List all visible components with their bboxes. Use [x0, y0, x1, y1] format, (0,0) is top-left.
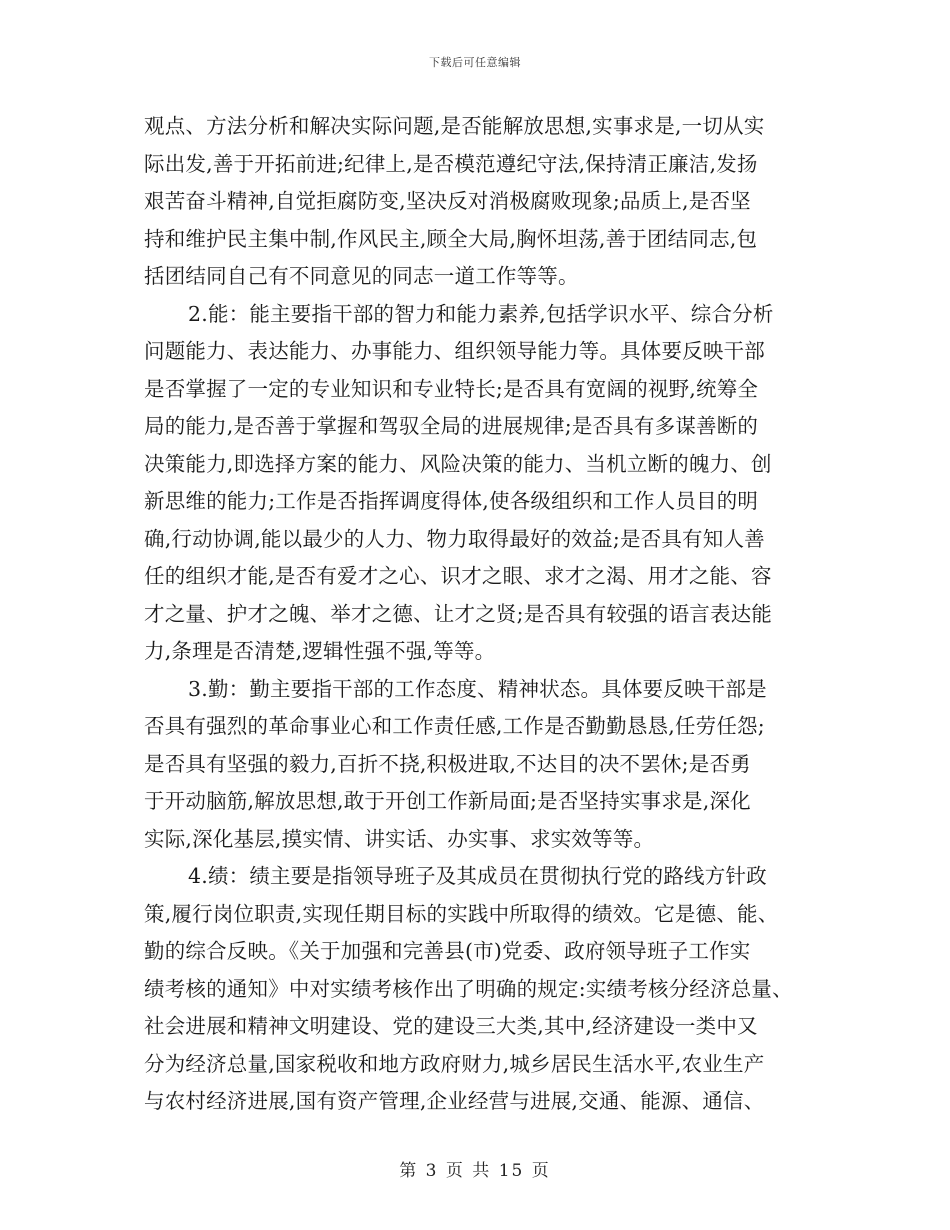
text-line: 否具有强烈的革命事业心和工作责任感,工作是否勤勤恳恳,任劳任怨;	[144, 714, 765, 738]
text-line: 新思维的能力;工作是否指挥调度得体,使各级组织和工作人员目的明	[144, 489, 759, 513]
text-line: 才之量、护才之魄、举才之德、让才之贤;是否具有较强的语言表达能	[144, 601, 773, 626]
text-line: 与农村经济进展,国有资产管理,企业经营与进展,交通、能源、通信、	[144, 1089, 765, 1113]
text-line: 括团结同自己有不同意见的同志一道工作等等。	[144, 264, 579, 288]
text-line: 决策能力,即选择方案的能力、风险决策的能力、当机立断的魄力、创	[144, 451, 772, 476]
text-line: 于开动脑筋,解放思想,敢于开创工作新局面;是否坚持实事求是,深化	[144, 789, 751, 813]
paragraph-first-line: 4.绩：绩主要是指领导班子及其成员在贯彻执行党的路线方针政	[188, 864, 767, 888]
text-line: 社会进展和精神文明建设、党的建设三大类,其中,经济建设一类中又	[144, 1014, 758, 1038]
text-line: 力,条理是否清楚,逻辑性强不强,等等。	[144, 639, 496, 663]
text-line: 实际,深化基层,摸实情、讲实话、办实事、求实效等等。	[144, 826, 655, 851]
paragraph-first-line: 2.能：能主要指干部的智力和能力素养,包括学识水平、综合分析	[188, 301, 774, 326]
body-text	[144, 108, 824, 1121]
text-line: 策,履行岗位职责,实现任期目标的实践中所取得的绩效。它是德、能、	[144, 901, 779, 926]
text-line: 是否具有坚强的毅力,百折不挠,积极进取,不达目的决不罢休;是否勇	[144, 751, 751, 776]
text-line: 勤的综合反映。《关于加强和完善县(市)党委、政府领导班子工作实	[144, 939, 751, 963]
text-line: 任的组织才能,是否有爱才之心、识才之眼、求才之渴、用才之能、容	[144, 564, 772, 588]
text-line: 绩考核的通知》中对实绩考核作出了明确的规定:实绩考核分经济总量、	[144, 976, 793, 1001]
text-line: 际出发,善于开拓前进;纪律上,是否模范遵纪守法,保持清正廉洁,发扬	[144, 151, 758, 176]
text-line: 局的能力,是否善于掌握和驾驭全局的进展规律;是否具有多谋善断的	[144, 414, 759, 438]
text-line: 艰苦奋斗精神,自觉拒腐防变,坚决反对消极腐败现象;品质上,是否坚	[144, 189, 751, 213]
text-line: 是否掌握了一定的专业知识和专业特长;是否具有宽阔的视野,统筹全	[144, 376, 759, 401]
page-header: 下载后可任意编辑	[429, 56, 521, 69]
page-footer: 第 3 页 共 15 页	[399, 1161, 551, 1181]
text-line: 分为经济总量,国家税收和地方政府财力,城乡居民生活水平,农业生产	[144, 1051, 765, 1076]
text-line: 问题能力、表达能力、办事能力、组织领导能力等。具体要反映干部	[144, 339, 765, 363]
paragraph-first-line: 3.勤：勤主要指干部的工作态度、精神状态。具体要反映干部是	[188, 676, 767, 701]
text-line: 观点、方法分析和解决实际问题,是否能解放思想,实事求是,一切从实	[144, 114, 765, 138]
text-line: 持和维护民主集中制,作风民主,顾全大局,胸怀坦荡,善于团结同志,包	[144, 226, 758, 251]
text-line: 确,行动协调,能以最少的人力、物力取得最好的效益;是否具有知人善	[144, 526, 765, 551]
